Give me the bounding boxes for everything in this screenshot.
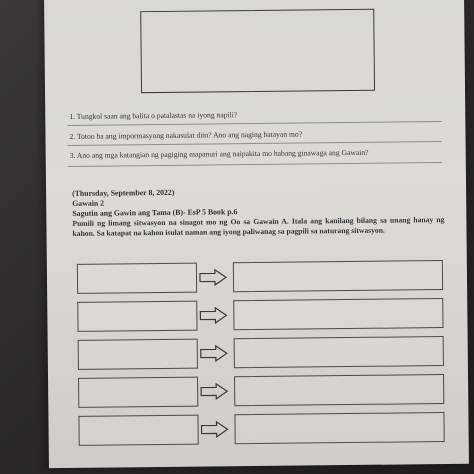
question-3: 3. Ano ang mga katangian ng pagiging mapanuri ang naipakita mo habang ginawaga ang Gawain? [69,147,369,160]
situation-number-box[interactable] [78,415,198,446]
answer-line-2 [68,141,442,146]
explanation-box[interactable] [234,336,444,368]
right-arrow-icon [200,345,228,361]
right-arrow-icon [199,269,227,285]
news-clipping-box [140,9,375,93]
right-arrow-icon [200,421,228,437]
right-arrow-icon [199,307,227,323]
explanation-box[interactable] [233,298,443,330]
situation-number-box[interactable] [77,301,197,332]
situation-number-box[interactable] [77,263,197,294]
activity-name: Gawain 2 [72,198,105,208]
explanation-box[interactable] [233,260,443,292]
answer-line-3 [68,162,442,167]
worksheet-paper [44,0,469,468]
worksheet-top-title [194,0,384,2]
answer-line-1 [67,121,441,126]
question-1: 1. Tungkol saan ang balita o patalastas na iyong napili? [69,110,238,121]
situation-number-box[interactable] [78,377,198,408]
explanation-box[interactable] [234,374,444,406]
question-2: 2. Totoo ba ang impormasyong nakasulat dito? Ano ang naging batayan mo? [69,129,303,141]
day-heading: (Thursday, September 8, 2022) [72,187,175,198]
situation-number-box[interactable] [78,339,198,370]
right-arrow-icon [200,383,228,399]
activity-subheading: Sagutin ang Gawin ang Tama (B)- EsP 5 Book p.6 [72,207,238,218]
explanation-box[interactable] [234,412,444,444]
activity-instructions: Pumili ng limang sitwasyon na sinagot mo ng Oo sa Gawain A. Itala ang kanilang bilang sa unang hanay ng kahon. Sa katapat na kahon isulat naman ang iyong paliwanag sa pagpili sa naturang sitwasyon. [72,215,445,238]
